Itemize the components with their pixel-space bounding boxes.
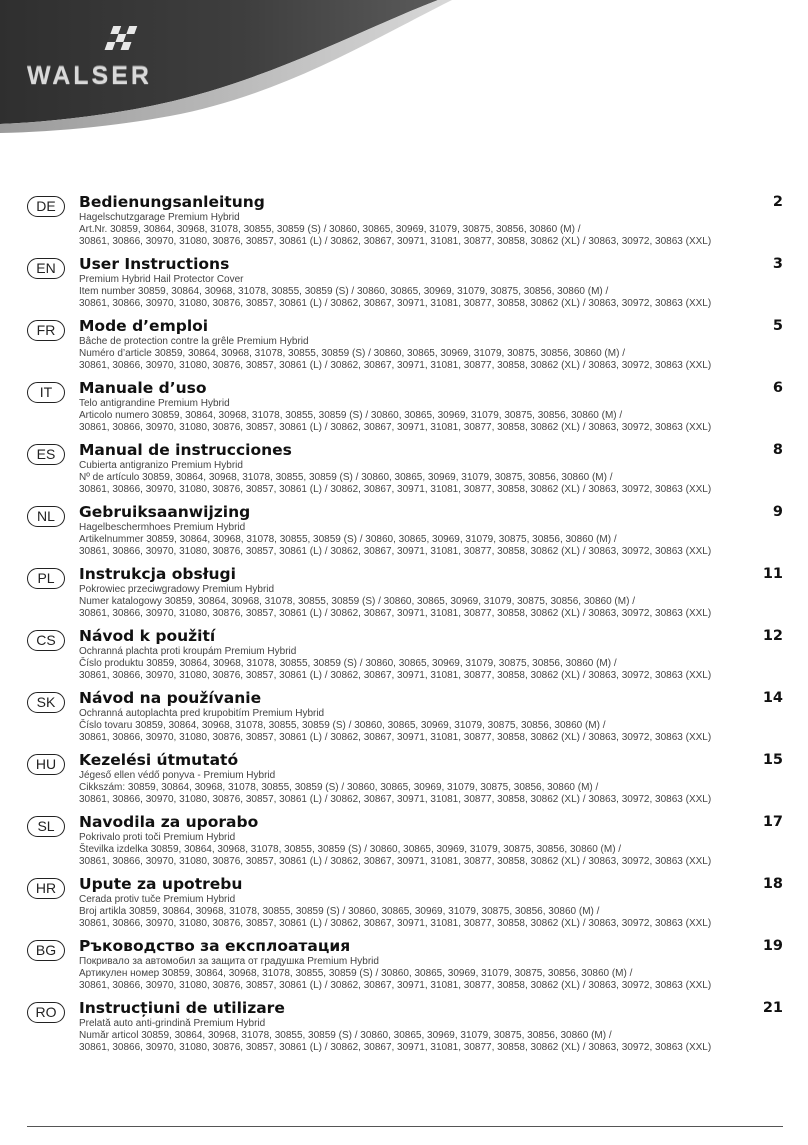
product-name: Ochranná plachta proti kroupám Premium Hybrid xyxy=(79,646,297,657)
article-numbers-line-2: 30861, 30866, 30970, 31080, 30876, 30857, 30861 (L) / 30862, 30867, 30971, 31081, 30877, 30858, 30862 (XL) / 30863, 30972, 30863 (XXL) xyxy=(79,794,712,805)
language-code-badge: BG xyxy=(27,940,65,961)
page-number: 19 xyxy=(762,938,783,954)
section-title: Návod na používanie xyxy=(79,689,262,707)
toc-entry-sl xyxy=(27,815,783,877)
article-numbers-line-1: Артикулен номер 30859, 30864, 30968, 31078, 30855, 30859 (S) / 30860, 30865, 30969, 31079, 30875, 30856, 30860 (M) / xyxy=(79,968,633,979)
section-title: Návod k použití xyxy=(79,627,216,645)
toc-entry-es xyxy=(27,443,783,505)
toc-entry-nl xyxy=(27,505,783,567)
article-numbers-line-1: Artikelnummer 30859, 30864, 30968, 31078, 30855, 30859 (S) / 30860, 30865, 30969, 31079, 30875, 30856, 30860 (M) / xyxy=(79,534,617,545)
article-numbers-line-2: 30861, 30866, 30970, 31080, 30876, 30857, 30861 (L) / 30862, 30867, 30971, 31081, 30877, 30858, 30862 (XL) / 30863, 30972, 30863 (XXL) xyxy=(79,546,712,557)
product-name: Bâche de protection contre la grêle Premium Hybrid xyxy=(79,336,309,347)
article-numbers-line-2: 30861, 30866, 30970, 31080, 30876, 30857, 30861 (L) / 30862, 30867, 30971, 31081, 30877, 30858, 30862 (XL) / 30863, 30972, 30863 (XXL) xyxy=(79,918,712,929)
page-number: 9 xyxy=(772,504,783,520)
article-numbers-line-2: 30861, 30866, 30970, 31080, 30876, 30857, 30861 (L) / 30862, 30867, 30971, 31081, 30877, 30858, 30862 (XL) / 30863, 30972, 30863 (XXL) xyxy=(79,670,712,681)
toc-entry-hu xyxy=(27,753,783,815)
language-code-badge: IT xyxy=(27,382,65,403)
section-title: Gebruiksaanwijzing xyxy=(79,503,251,521)
section-title: Navodila za uporabo xyxy=(79,813,259,831)
article-numbers-line-2: 30861, 30866, 30970, 31080, 30876, 30857, 30861 (L) / 30862, 30867, 30971, 31081, 30877, 30858, 30862 (XL) / 30863, 30972, 30863 (XXL) xyxy=(79,856,712,867)
article-numbers-line-2: 30861, 30866, 30970, 31080, 30876, 30857, 30861 (L) / 30862, 30867, 30971, 31081, 30877, 30858, 30862 (XL) / 30863, 30972, 30863 (XXL) xyxy=(79,298,712,309)
article-numbers-line-1: Numéro d’article 30859, 30864, 30968, 31078, 30855, 30859 (S) / 30860, 30865, 30969, 31079, 30875, 30856, 30860 (M) / xyxy=(79,348,625,359)
article-numbers-line-1: Broj artikla 30859, 30864, 30968, 31078, 30855, 30859 (S) / 30860, 30865, 30969, 31079, 30875, 30856, 30860 (M) / xyxy=(79,906,600,917)
language-code-badge: EN xyxy=(27,258,65,279)
article-numbers-line-2: 30861, 30866, 30970, 31080, 30876, 30857, 30861 (L) / 30862, 30867, 30971, 31081, 30877, 30858, 30862 (XL) / 30863, 30972, 30863 (XXL) xyxy=(79,980,712,991)
checkered-flag-icon xyxy=(98,24,150,64)
product-name: Pokrowiec przeciwgradowy Premium Hybrid xyxy=(79,584,275,595)
article-numbers-line-2: 30861, 30866, 30970, 31080, 30876, 30857, 30861 (L) / 30862, 30867, 30971, 31081, 30877, 30858, 30862 (XL) / 30863, 30972, 30863 (XXL) xyxy=(79,236,712,247)
page-number: 11 xyxy=(762,566,783,582)
section-title: Bedienungsanleitung xyxy=(79,193,265,211)
article-numbers-line-1: Číslo tovaru 30859, 30864, 30968, 31078, 30855, 30859 (S) / 30860, 30865, 30969, 31079, 30875, 30856, 30860 (M) / xyxy=(79,720,606,731)
page-number: 14 xyxy=(762,690,783,706)
article-numbers-line-1: Art.Nr. 30859, 30864, 30968, 31078, 30855, 30859 (S) / 30860, 30865, 30969, 31079, 30875, 30856, 30860 (M) / xyxy=(79,224,581,235)
language-code-badge: HU xyxy=(27,754,65,775)
page-number: 12 xyxy=(762,628,783,644)
section-title: User Instructions xyxy=(79,255,230,273)
section-title: Manual de instrucciones xyxy=(79,441,292,459)
toc-entry-fr xyxy=(27,319,783,381)
article-numbers-line-2: 30861, 30866, 30970, 31080, 30876, 30857, 30861 (L) / 30862, 30867, 30971, 31081, 30877, 30858, 30862 (XL) / 30863, 30972, 30863 (XXL) xyxy=(79,1042,712,1053)
article-numbers-line-2: 30861, 30866, 30970, 31080, 30876, 30857, 30861 (L) / 30862, 30867, 30971, 31081, 30877, 30858, 30862 (XL) / 30863, 30972, 30863 (XXL) xyxy=(79,608,712,619)
toc-entry-cs xyxy=(27,629,783,691)
product-name: Cubierta antigranizo Premium Hybrid xyxy=(79,460,243,471)
toc-entry-ro xyxy=(27,1001,783,1063)
page-number: 2 xyxy=(772,194,783,210)
article-numbers-line-1: Item number 30859, 30864, 30968, 31078, 30855, 30859 (S) / 30860, 30865, 30969, 31079, 30875, 30856, 30860 (M) / xyxy=(79,286,609,297)
article-numbers-line-2: 30861, 30866, 30970, 31080, 30876, 30857, 30861 (L) / 30862, 30867, 30971, 31081, 30877, 30858, 30862 (XL) / 30863, 30972, 30863 (XXL) xyxy=(79,360,712,371)
section-title: Ръководство за експлоатация xyxy=(79,937,351,955)
page-number: 18 xyxy=(762,876,783,892)
page-header xyxy=(0,0,808,140)
page-number: 6 xyxy=(772,380,783,396)
article-numbers-line-1: Numer katalogowy 30859, 30864, 30968, 31078, 30855, 30859 (S) / 30860, 30865, 30969, 31079, 30875, 30856, 30860 (M) / xyxy=(79,596,635,607)
page-number: 3 xyxy=(772,256,783,272)
article-numbers-line-1: Številka izdelka 30859, 30864, 30968, 31078, 30855, 30859 (S) / 30860, 30865, 30969, 31079, 30875, 30856, 30860 (M) / xyxy=(79,844,622,855)
language-code-badge: RO xyxy=(27,1002,65,1023)
article-numbers-line-2: 30861, 30866, 30970, 31080, 30876, 30857, 30861 (L) / 30862, 30867, 30971, 31081, 30877, 30858, 30862 (XL) / 30863, 30972, 30863 (XXL) xyxy=(79,422,712,433)
toc-entry-it xyxy=(27,381,783,443)
section-title: Manuale d’uso xyxy=(79,379,207,397)
language-code-badge: CS xyxy=(27,630,65,651)
section-title: Instrukcja obsługi xyxy=(79,565,236,583)
toc-entry-hr xyxy=(27,877,783,939)
language-code-badge: PL xyxy=(27,568,65,589)
article-numbers-line-1: Cikkszám: 30859, 30864, 30968, 31078, 30855, 30859 (S) / 30860, 30865, 30969, 31079, 30875, 30856, 30860 (M) / xyxy=(79,782,599,793)
article-numbers-line-1: Číslo produktu 30859, 30864, 30968, 31078, 30855, 30859 (S) / 30860, 30865, 30969, 31079, 30875, 30856, 30860 (M) / xyxy=(79,658,617,669)
table-of-contents xyxy=(27,195,783,1063)
section-title: Upute za upotrebu xyxy=(79,875,243,893)
article-numbers-line-2: 30861, 30866, 30970, 31080, 30876, 30857, 30861 (L) / 30862, 30867, 30971, 31081, 30877, 30858, 30862 (XL) / 30863, 30972, 30863 (XXL) xyxy=(79,484,712,495)
page-number: 17 xyxy=(762,814,783,830)
article-numbers-line-2: 30861, 30866, 30970, 31080, 30876, 30857, 30861 (L) / 30862, 30867, 30971, 31081, 30877, 30858, 30862 (XL) / 30863, 30972, 30863 (XXL) xyxy=(79,732,712,743)
article-numbers-line-1: Articolo numero 30859, 30864, 30968, 31078, 30855, 30859 (S) / 30860, 30865, 30969, 31079, 30875, 30856, 30860 (M) / xyxy=(79,410,623,421)
product-name: Hagelschutzgarage Premium Hybrid xyxy=(79,212,240,223)
toc-entry-bg xyxy=(27,939,783,1001)
section-title: Kezelési útmutató xyxy=(79,751,239,769)
page-number: 21 xyxy=(762,1000,783,1016)
language-code-badge: FR xyxy=(27,320,65,341)
language-code-badge: NL xyxy=(27,506,65,527)
page-number: 15 xyxy=(762,752,783,768)
language-code-badge: SL xyxy=(27,816,65,837)
language-code-badge: HR xyxy=(27,878,65,899)
product-name: Prelată auto anti-grindină Premium Hybrid xyxy=(79,1018,266,1029)
product-name: Pokrivalo proti toči Premium Hybrid xyxy=(79,832,236,843)
toc-entry-sk xyxy=(27,691,783,753)
toc-entry-de xyxy=(27,195,783,257)
language-code-badge: ES xyxy=(27,444,65,465)
product-name: Hagelbeschermhoes Premium Hybrid xyxy=(79,522,246,533)
footer-divider xyxy=(27,1126,783,1127)
product-name: Ochranná autoplachta pred krupobitím Premium Hybrid xyxy=(79,708,325,719)
toc-entry-en xyxy=(27,257,783,319)
product-name: Покривало за автомобил за защита от градушка Premium Hybrid xyxy=(79,956,379,967)
page-number: 5 xyxy=(772,318,783,334)
walser-logo: WALSER xyxy=(27,62,152,90)
page-number: 8 xyxy=(772,442,783,458)
section-title: Mode d’emploi xyxy=(79,317,209,335)
language-code-badge: DE xyxy=(27,196,65,217)
article-numbers-line-1: Nº de artículo 30859, 30864, 30968, 31078, 30855, 30859 (S) / 30860, 30865, 30969, 31079, 30875, 30856, 30860 (M) / xyxy=(79,472,613,483)
toc-entry-pl xyxy=(27,567,783,629)
product-name: Jégeső ellen védő ponyva - Premium Hybrid xyxy=(79,770,276,781)
section-title: Instrucțiuni de utilizare xyxy=(79,999,285,1017)
product-name: Cerada protiv tuče Premium Hybrid xyxy=(79,894,236,905)
article-numbers-line-1: Număr articol 30859, 30864, 30968, 31078, 30855, 30859 (S) / 30860, 30865, 30969, 31079, 30875, 30856, 30860 (M) / xyxy=(79,1030,612,1041)
product-name: Premium Hybrid Hail Protector Cover xyxy=(79,274,244,285)
product-name: Telo antigrandine Premium Hybrid xyxy=(79,398,230,409)
language-code-badge: SK xyxy=(27,692,65,713)
